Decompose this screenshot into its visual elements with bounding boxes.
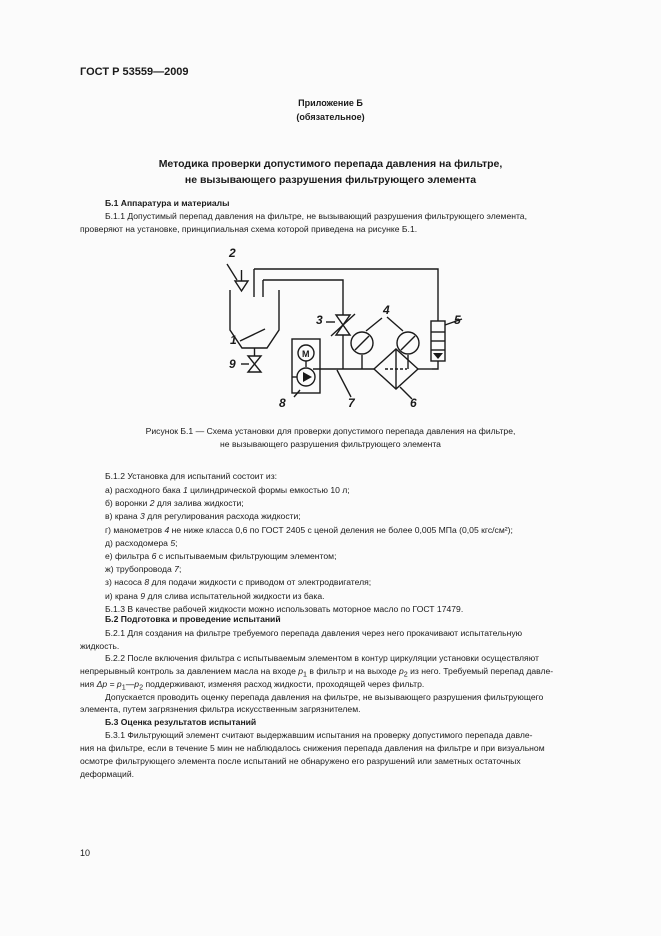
drain-valve xyxy=(248,356,261,372)
para-b31-line4: деформаций. xyxy=(80,769,135,779)
para-b22-line3: ния $\Delta p = p_1—p_2$ поддерживают, изменяя расход жидкости, проходящей через фильтр. xyxy=(80,679,425,692)
label-6: 6 xyxy=(410,396,417,410)
appendix-status: (обязательное) xyxy=(296,112,365,122)
list-intro: Б.1.2 Установка для испытаний состоит из: xyxy=(105,471,278,481)
appendix-label xyxy=(0,96,661,124)
list-item: а) расходного бака 1 цилиндрической формы емкостью 10 л; xyxy=(105,485,350,495)
figure-caption xyxy=(0,425,661,450)
label-7: 7 xyxy=(348,396,355,410)
para-b22-line1: Б.2.2 После включения фильтра с испытываемым элементом в контур циркуляции установки осуществляют xyxy=(105,653,539,663)
list-item: е) фильтра 6 с испытываемым фильтрующим элементом; xyxy=(105,551,337,562)
tank-shape xyxy=(230,290,279,348)
caption-line-2: не вызывающего разрушения фильтрующего элемента xyxy=(220,438,441,449)
pump-impeller xyxy=(303,372,312,382)
list-item: г) манометров 4 не ниже класса 0,6 по ГОСТ 2405 с ценой деления не более 0,005 МПа (0,05 кгс/см²); xyxy=(105,524,513,535)
motor-letter: М xyxy=(302,349,310,359)
para-b21-line2: жидкость. xyxy=(80,641,120,651)
heading-b1: Б.1 Аппаратура и материалы xyxy=(105,198,230,208)
appendix-title: Приложение Б xyxy=(298,98,363,108)
para-b22-line2: непрерывный контроль за давлением масла на входе $p_1$ в фильтр и на выходе $p_2$ из него. Требуемый перепад давле- xyxy=(80,666,554,679)
document-header: ГОСТ Р 53559—2009 xyxy=(80,66,189,78)
para-b31-line1: Б.3.1 Фильтрующий элемент считают выдержавшим испытания на проверку допустимого перепада давле- xyxy=(105,730,533,740)
label-9: 9 xyxy=(229,357,236,371)
para-b21-line1: Б.2.1 Для создания на фильтре требуемого перепада давления через него прокачивают испытательную xyxy=(105,628,523,638)
flowmeter-float xyxy=(433,353,443,359)
list-item: з) насоса 8 для подачи жидкости с приводом от электродвигателя; xyxy=(105,577,372,588)
para-b11-line2: проверяют на установке, принципиальная схема которой приведена на рисунке Б.1. xyxy=(80,224,418,234)
title-line-2: не вызывающего разрушения фильтрующего элемента xyxy=(184,174,477,186)
list-item: в) крана 3 для регулирования расхода жидкости; xyxy=(105,511,301,522)
funnel-shape xyxy=(235,281,248,291)
heading-b3: Б.3 Оценка результатов испытаний xyxy=(105,717,257,727)
para-b13: Б.1.3 В качестве рабочей жидкости можно использовать моторное масло по ГОСТ 17479. xyxy=(105,603,464,614)
para-b2-note-line1: Допускается проводить оценку перепада давления на фильтре, не вызывающего разрушения фильтрующего xyxy=(105,692,544,702)
para-b31-line2: ния на фильтре, если в течение 5 мин не наблюдалось снижения перепада давления на фильтре и при визуальном xyxy=(80,743,545,753)
label-3: 3 xyxy=(316,313,323,327)
list-item: д) расходомера 5; xyxy=(105,537,178,548)
list-item: и) крана 9 для слива испытательной жидкости из бака. xyxy=(105,590,325,601)
label-4: 4 xyxy=(383,303,390,317)
label-1: 1 xyxy=(230,333,237,347)
label-2: 2 xyxy=(229,246,236,260)
label-8: 8 xyxy=(279,396,286,410)
caption-line-1: Рисунок Б.1 — Схема установки для проверки допустимого перепада давления на фильтре, xyxy=(145,426,516,436)
list-item: ж) трубопровода 7; xyxy=(105,564,182,575)
page-number: 10 xyxy=(80,848,91,858)
para-b11-line1: Б.1.1 Допустимый перепад давления на фильтре, не вызывающий разрушения фильтрующего элемента, xyxy=(105,211,527,221)
equipment-list xyxy=(105,484,513,616)
list-item: б) воронки 2 для залива жидкости; xyxy=(105,498,244,509)
para-b31-line3: осмотре фильтрующего элемента после испытаний не обнаружено его разрушений или заметных остаточных xyxy=(80,756,521,766)
section-title xyxy=(0,156,661,188)
title-line-1: Методика проверки допустимого перепада давления на фильтре, xyxy=(158,158,503,170)
label-5: 5 xyxy=(454,313,461,327)
schematic-figure xyxy=(200,245,490,415)
para-b2-note-line2: элемента, путем загрязнения фильтра искусственным загрязнителем. xyxy=(80,704,361,714)
heading-b2: Б.2 Подготовка и проведение испытаний xyxy=(105,614,281,624)
